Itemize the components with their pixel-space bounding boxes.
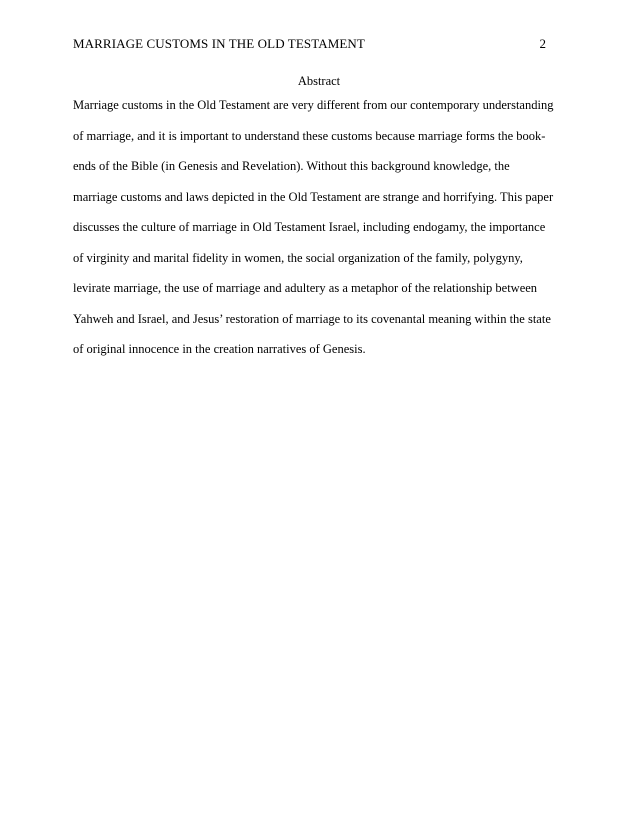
page-number: 2	[539, 36, 546, 51]
abstract-heading: Abstract	[297, 74, 341, 88]
abstract-line: Yahweh and Israel, and Jesus’ restoration of marriage to its covenantal meaning within the state	[73, 311, 551, 326]
abstract-line: of marriage, and it is important to understand these customs because marriage forms the book-	[73, 128, 546, 143]
abstract-line: Marriage customs in the Old Testament are very different from our contemporary understanding	[73, 98, 554, 112]
running-head: MARRIAGE CUSTOMS IN THE OLD TESTAMENT	[73, 36, 365, 51]
abstract-line: discusses the culture of marriage in Old Testament Israel, including endogamy, the importance	[73, 220, 546, 234]
abstract-body	[73, 97, 573, 372]
abstract-line: of original innocence in the creation narratives of Genesis.	[73, 342, 366, 356]
abstract-line: levirate marriage, the use of marriage and adultery as a metaphor of the relationship between	[73, 281, 538, 295]
abstract-line: marriage customs and laws depicted in the Old Testament are strange and horrifying. This paper	[73, 189, 554, 204]
abstract-line: ends of the Bible (in Genesis and Revelation). Without this background knowledge, the	[73, 159, 510, 173]
abstract-line: of virginity and marital fidelity in women, the social organization of the family, polygyny,	[73, 250, 523, 265]
